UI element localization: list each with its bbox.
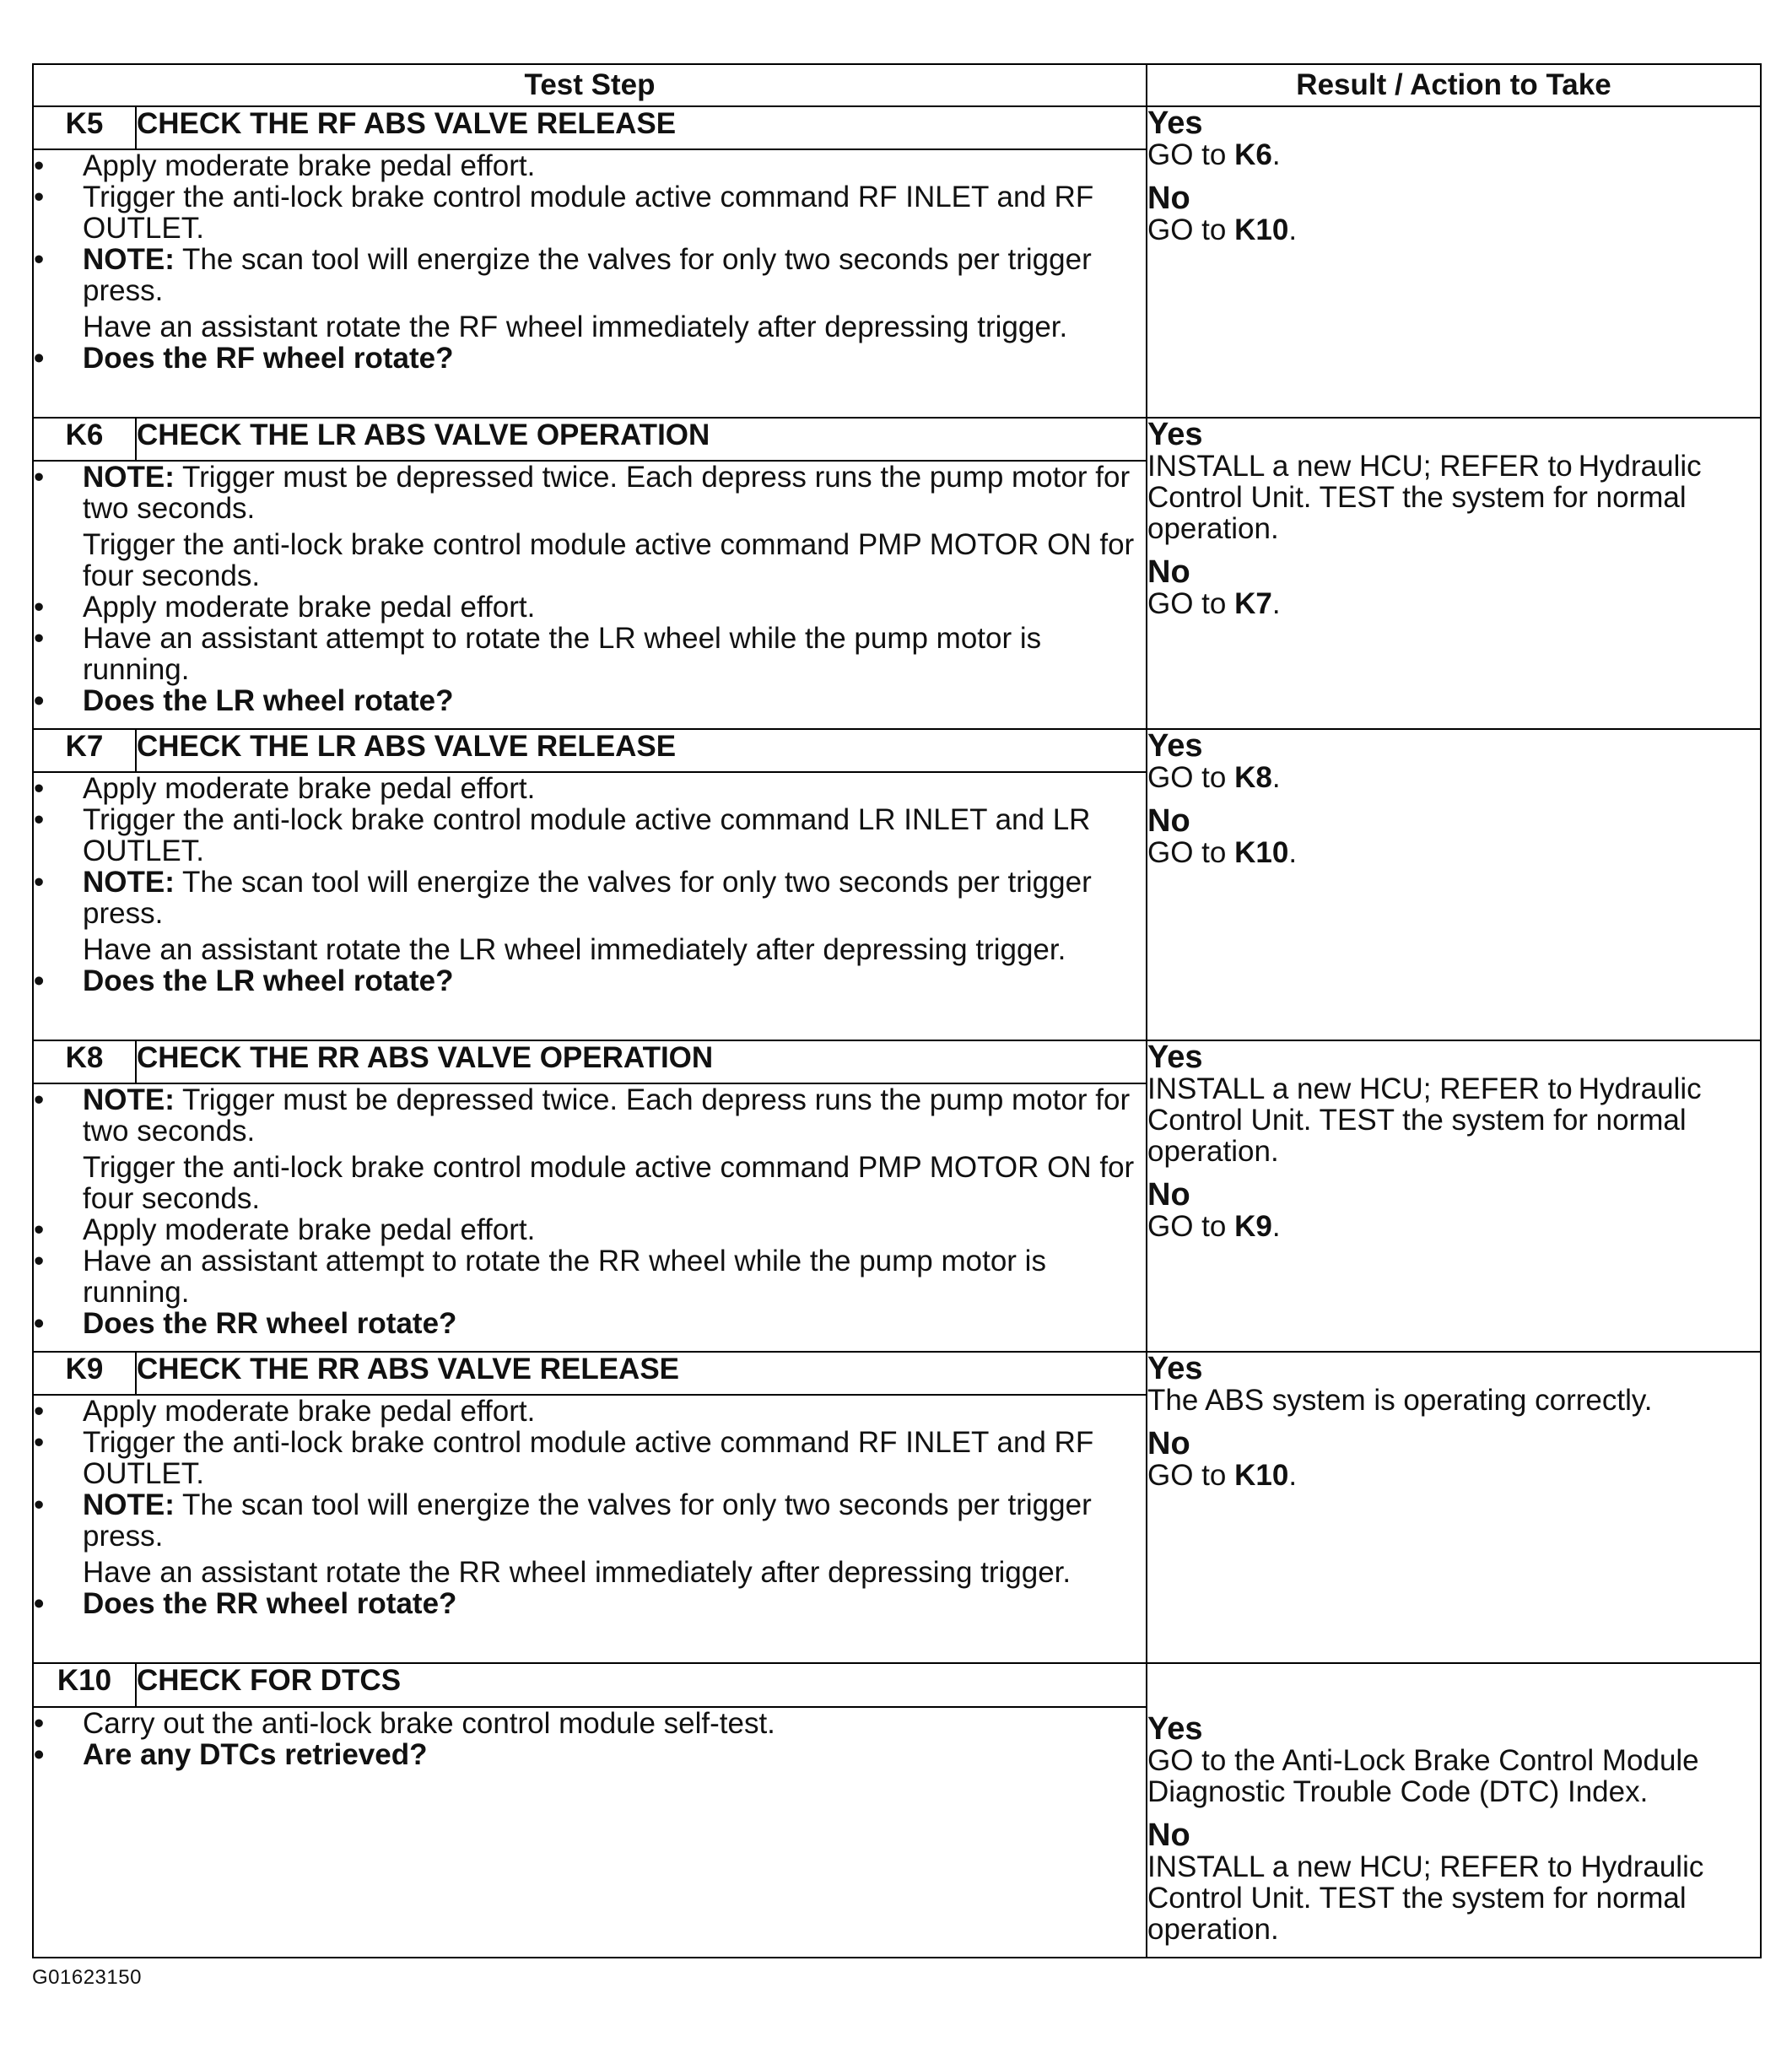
bullet-icon: • (34, 181, 45, 213)
instruction-item (34, 804, 1146, 867)
instruction-text: Trigger must be depressed twice. Each depress runs the pump motor for two seconds. (83, 1083, 1131, 1148)
instruction-item (34, 1245, 1146, 1308)
step-title: CHECK THE LR ABS VALVE OPERATION (136, 418, 1147, 461)
instruction-item (34, 1489, 1146, 1552)
instruction-list (34, 1396, 1146, 1619)
no-label: No (1147, 181, 1190, 216)
table-header-row (33, 64, 1761, 106)
no-action-text: GO to (1147, 836, 1235, 869)
yes-label: Yes (1147, 728, 1203, 764)
bullet-icon: • (34, 866, 45, 899)
step-instructions (33, 1395, 1147, 1663)
instruction-text: The scan tool will energize the valves for only two seconds per trigger press. (83, 243, 1092, 307)
instruction-text: Does the RR wheel rotate? (83, 1587, 457, 1620)
bullet-icon: • (34, 1738, 45, 1772)
no-action-end: . (1288, 213, 1298, 246)
instruction-item (34, 867, 1146, 929)
result-cell (1147, 106, 1761, 418)
bullet-icon: • (34, 964, 45, 997)
no-label: No (1147, 803, 1190, 839)
instruction-text: Does the RF wheel rotate? (83, 342, 454, 375)
instruction-list (34, 462, 1146, 716)
figure-id: G01623150 (32, 1966, 142, 1989)
bullet-icon: • (34, 1307, 45, 1340)
instruction-text: The scan tool will energize the valves for only two seconds per trigger press. (83, 866, 1092, 930)
no-action-text: GO to (1147, 213, 1235, 246)
yes-action-end: . (1271, 761, 1281, 794)
result-cell (1147, 1040, 1761, 1352)
step-title: CHECK THE RR ABS VALVE OPERATION (136, 1040, 1147, 1083)
instruction-text: The scan tool will energize the valves for only two seconds per trigger press. (83, 1488, 1092, 1553)
diagnostic-test-table (32, 63, 1762, 1958)
result-cell (1147, 729, 1761, 1040)
question-item (34, 965, 1146, 997)
step-header-row (33, 1352, 1761, 1395)
no-action (1147, 837, 1760, 868)
no-action-text: INSTALL a new HCU; REFER to Hydraulic Control Unit. TEST the system for normal operation. (1147, 1850, 1704, 1946)
instruction-text: Have an assistant rotate the RF wheel immediately after depressing trigger. (83, 311, 1068, 343)
no-action-end: . (1288, 1459, 1298, 1492)
instruction-list (34, 1708, 1146, 1770)
bullet-icon: • (34, 461, 45, 494)
no-action (1147, 1851, 1760, 1945)
bullet-icon: • (34, 149, 45, 182)
yes-action (1147, 1745, 1760, 1807)
step-instructions (33, 772, 1147, 1040)
bullet-icon: • (34, 1426, 45, 1459)
no-action-end: . (1288, 836, 1298, 869)
no-label: No (1147, 1818, 1190, 1853)
no-step-ref: K10 (1234, 213, 1289, 246)
no-action (1147, 1460, 1760, 1491)
step-code: K6 (33, 418, 136, 461)
note-label: NOTE: (83, 243, 175, 276)
no-action (1147, 214, 1760, 246)
no-label: No (1147, 554, 1190, 590)
instruction-text: Carry out the anti-lock brake control module self-test. (83, 1707, 775, 1741)
bullet-icon: • (34, 684, 45, 717)
no-step-ref: K9 (1234, 1210, 1272, 1243)
bullet-icon: • (34, 1707, 45, 1741)
instruction-list (34, 773, 1146, 997)
instruction-text: Have an assistant rotate the RR wheel immediately after depressing trigger. (83, 1556, 1071, 1589)
instruction-list (34, 150, 1146, 374)
instruction-item (34, 623, 1146, 685)
instruction-text: Have an assistant rotate the LR wheel immediately after depressing trigger. (83, 933, 1066, 966)
question-item (34, 685, 1146, 716)
yes-label: Yes (1147, 105, 1203, 141)
result-action-header: Result / Action to Take (1147, 64, 1761, 106)
step-header-row (33, 106, 1761, 149)
yes-action (1147, 762, 1760, 793)
step-code: K10 (33, 1663, 136, 1707)
step-instructions (33, 149, 1147, 418)
instruction-text: Apply moderate brake pedal effort. (83, 1395, 536, 1428)
step-instructions (33, 1707, 1147, 1958)
instruction-text: Trigger the anti-lock brake control module active command PMP MOTOR ON for four seconds. (83, 1151, 1135, 1215)
step-header-row (33, 1663, 1761, 1707)
yes-label: Yes (1147, 1040, 1203, 1075)
instruction-text: Does the LR wheel rotate? (83, 964, 454, 997)
instruction-item (34, 1152, 1146, 1214)
result-cell (1147, 1352, 1761, 1663)
no-action-end: . (1271, 1210, 1281, 1243)
instruction-item (34, 311, 1146, 343)
yes-action (1147, 451, 1760, 544)
instruction-item (34, 181, 1146, 244)
instruction-item (34, 150, 1146, 181)
instruction-text: Trigger the anti-lock brake control module active command RF INLET and RF OUTLET. (83, 181, 1094, 245)
instruction-item (34, 934, 1146, 965)
instruction-text: Are any DTCs retrieved? (83, 1738, 428, 1772)
note-label: NOTE: (83, 1488, 175, 1521)
instruction-item (34, 244, 1146, 306)
step-title: CHECK THE LR ABS VALVE RELEASE (136, 729, 1147, 772)
note-label: NOTE: (83, 866, 175, 899)
yes-action (1147, 1073, 1760, 1167)
instruction-item (34, 1214, 1146, 1245)
instruction-item (34, 773, 1146, 804)
instruction-item (34, 1427, 1146, 1489)
result-cell (1147, 418, 1761, 729)
result-cell (1147, 1663, 1761, 1958)
instruction-item (34, 1557, 1146, 1588)
instruction-text: Trigger the anti-lock brake control module active command RF INLET and RF OUTLET. (83, 1426, 1094, 1490)
instruction-text: Apply moderate brake pedal effort. (83, 772, 536, 805)
bullet-icon: • (34, 622, 45, 655)
yes-step-ref: K6 (1234, 138, 1272, 171)
yes-action-text: GO to (1147, 761, 1235, 794)
no-action-text: GO to (1147, 587, 1235, 620)
bullet-icon: • (34, 803, 45, 836)
bullet-icon: • (34, 591, 45, 624)
instruction-item (34, 1396, 1146, 1427)
bullet-icon: • (34, 772, 45, 805)
instruction-text: Does the RR wheel rotate? (83, 1307, 457, 1340)
instruction-text: Apply moderate brake pedal effort. (83, 591, 536, 624)
no-step-ref: K10 (1234, 836, 1289, 869)
yes-label: Yes (1147, 1711, 1203, 1747)
question-item (34, 1308, 1146, 1339)
yes-action-text: INSTALL a new HCU; REFER to Hydraulic Control Unit. TEST the system for normal operation. (1147, 450, 1702, 545)
no-action (1147, 588, 1760, 619)
bullet-icon: • (34, 1245, 45, 1277)
bullet-icon: • (34, 243, 45, 276)
step-code: K8 (33, 1040, 136, 1083)
question-item (34, 343, 1146, 374)
no-label: No (1147, 1426, 1190, 1461)
yes-action-end: . (1271, 138, 1281, 171)
step-code: K7 (33, 729, 136, 772)
yes-action-text: GO to (1147, 138, 1235, 171)
no-action-text: GO to (1147, 1459, 1235, 1492)
step-title: CHECK FOR DTCS (136, 1663, 1147, 1707)
yes-action-text: INSTALL a new HCU; REFER to Hydraulic Control Unit. TEST the system for normal operation. (1147, 1072, 1702, 1168)
step-header-row (33, 729, 1761, 772)
step-header-row (33, 418, 1761, 461)
step-title: CHECK THE RF ABS VALVE RELEASE (136, 106, 1147, 149)
instruction-item (34, 591, 1146, 623)
instruction-item (34, 462, 1146, 524)
instruction-item (34, 1084, 1146, 1147)
instruction-text: Apply moderate brake pedal effort. (83, 149, 536, 182)
no-label: No (1147, 1177, 1190, 1213)
bullet-icon: • (34, 1395, 45, 1428)
step-instructions (33, 1083, 1147, 1352)
instruction-item (34, 529, 1146, 591)
step-header-row (33, 1040, 1761, 1083)
bullet-icon: • (34, 1488, 45, 1521)
no-action-text: GO to (1147, 1210, 1235, 1243)
no-step-ref: K10 (1234, 1459, 1289, 1492)
instruction-text: Have an assistant attempt to rotate the RR wheel while the pump motor is running. (83, 1245, 1046, 1309)
yes-label: Yes (1147, 417, 1203, 452)
step-code: K5 (33, 106, 136, 149)
yes-action-text: GO to the Anti-Lock Brake Control Module Diagnostic Trouble Code (DTC) Index. (1147, 1744, 1699, 1808)
bullet-icon: • (34, 1213, 45, 1246)
no-action-end: . (1271, 587, 1281, 620)
step-instructions (33, 461, 1147, 729)
instruction-text: Does the LR wheel rotate? (83, 684, 454, 717)
instruction-list (34, 1084, 1146, 1339)
bullet-icon: • (34, 342, 45, 375)
question-item (34, 1588, 1146, 1619)
step-title: CHECK THE RR ABS VALVE RELEASE (136, 1352, 1147, 1395)
yes-step-ref: K8 (1234, 761, 1272, 794)
step-code: K9 (33, 1352, 136, 1395)
question-item (34, 1739, 1146, 1770)
no-action (1147, 1211, 1760, 1242)
bullet-icon: • (34, 1587, 45, 1620)
instruction-text: Have an assistant attempt to rotate the LR wheel while the pump motor is running. (83, 622, 1042, 686)
no-step-ref: K7 (1234, 587, 1272, 620)
note-label: NOTE: (83, 461, 175, 494)
instruction-text: Apply moderate brake pedal effort. (83, 1213, 536, 1246)
yes-action (1147, 139, 1760, 170)
instruction-text: Trigger the anti-lock brake control module active command LR INLET and LR OUTLET. (83, 803, 1091, 867)
note-label: NOTE: (83, 1083, 175, 1116)
test-step-header: Test Step (33, 64, 1147, 106)
yes-action-text: The ABS system is operating correctly. (1147, 1384, 1653, 1417)
bullet-icon: • (34, 1083, 45, 1116)
yes-action (1147, 1385, 1760, 1416)
instruction-text: Trigger must be depressed twice. Each depress runs the pump motor for two seconds. (83, 461, 1131, 525)
yes-label: Yes (1147, 1351, 1203, 1386)
instruction-text: Trigger the anti-lock brake control module active command PMP MOTOR ON for four seconds. (83, 528, 1135, 592)
instruction-item (34, 1708, 1146, 1739)
